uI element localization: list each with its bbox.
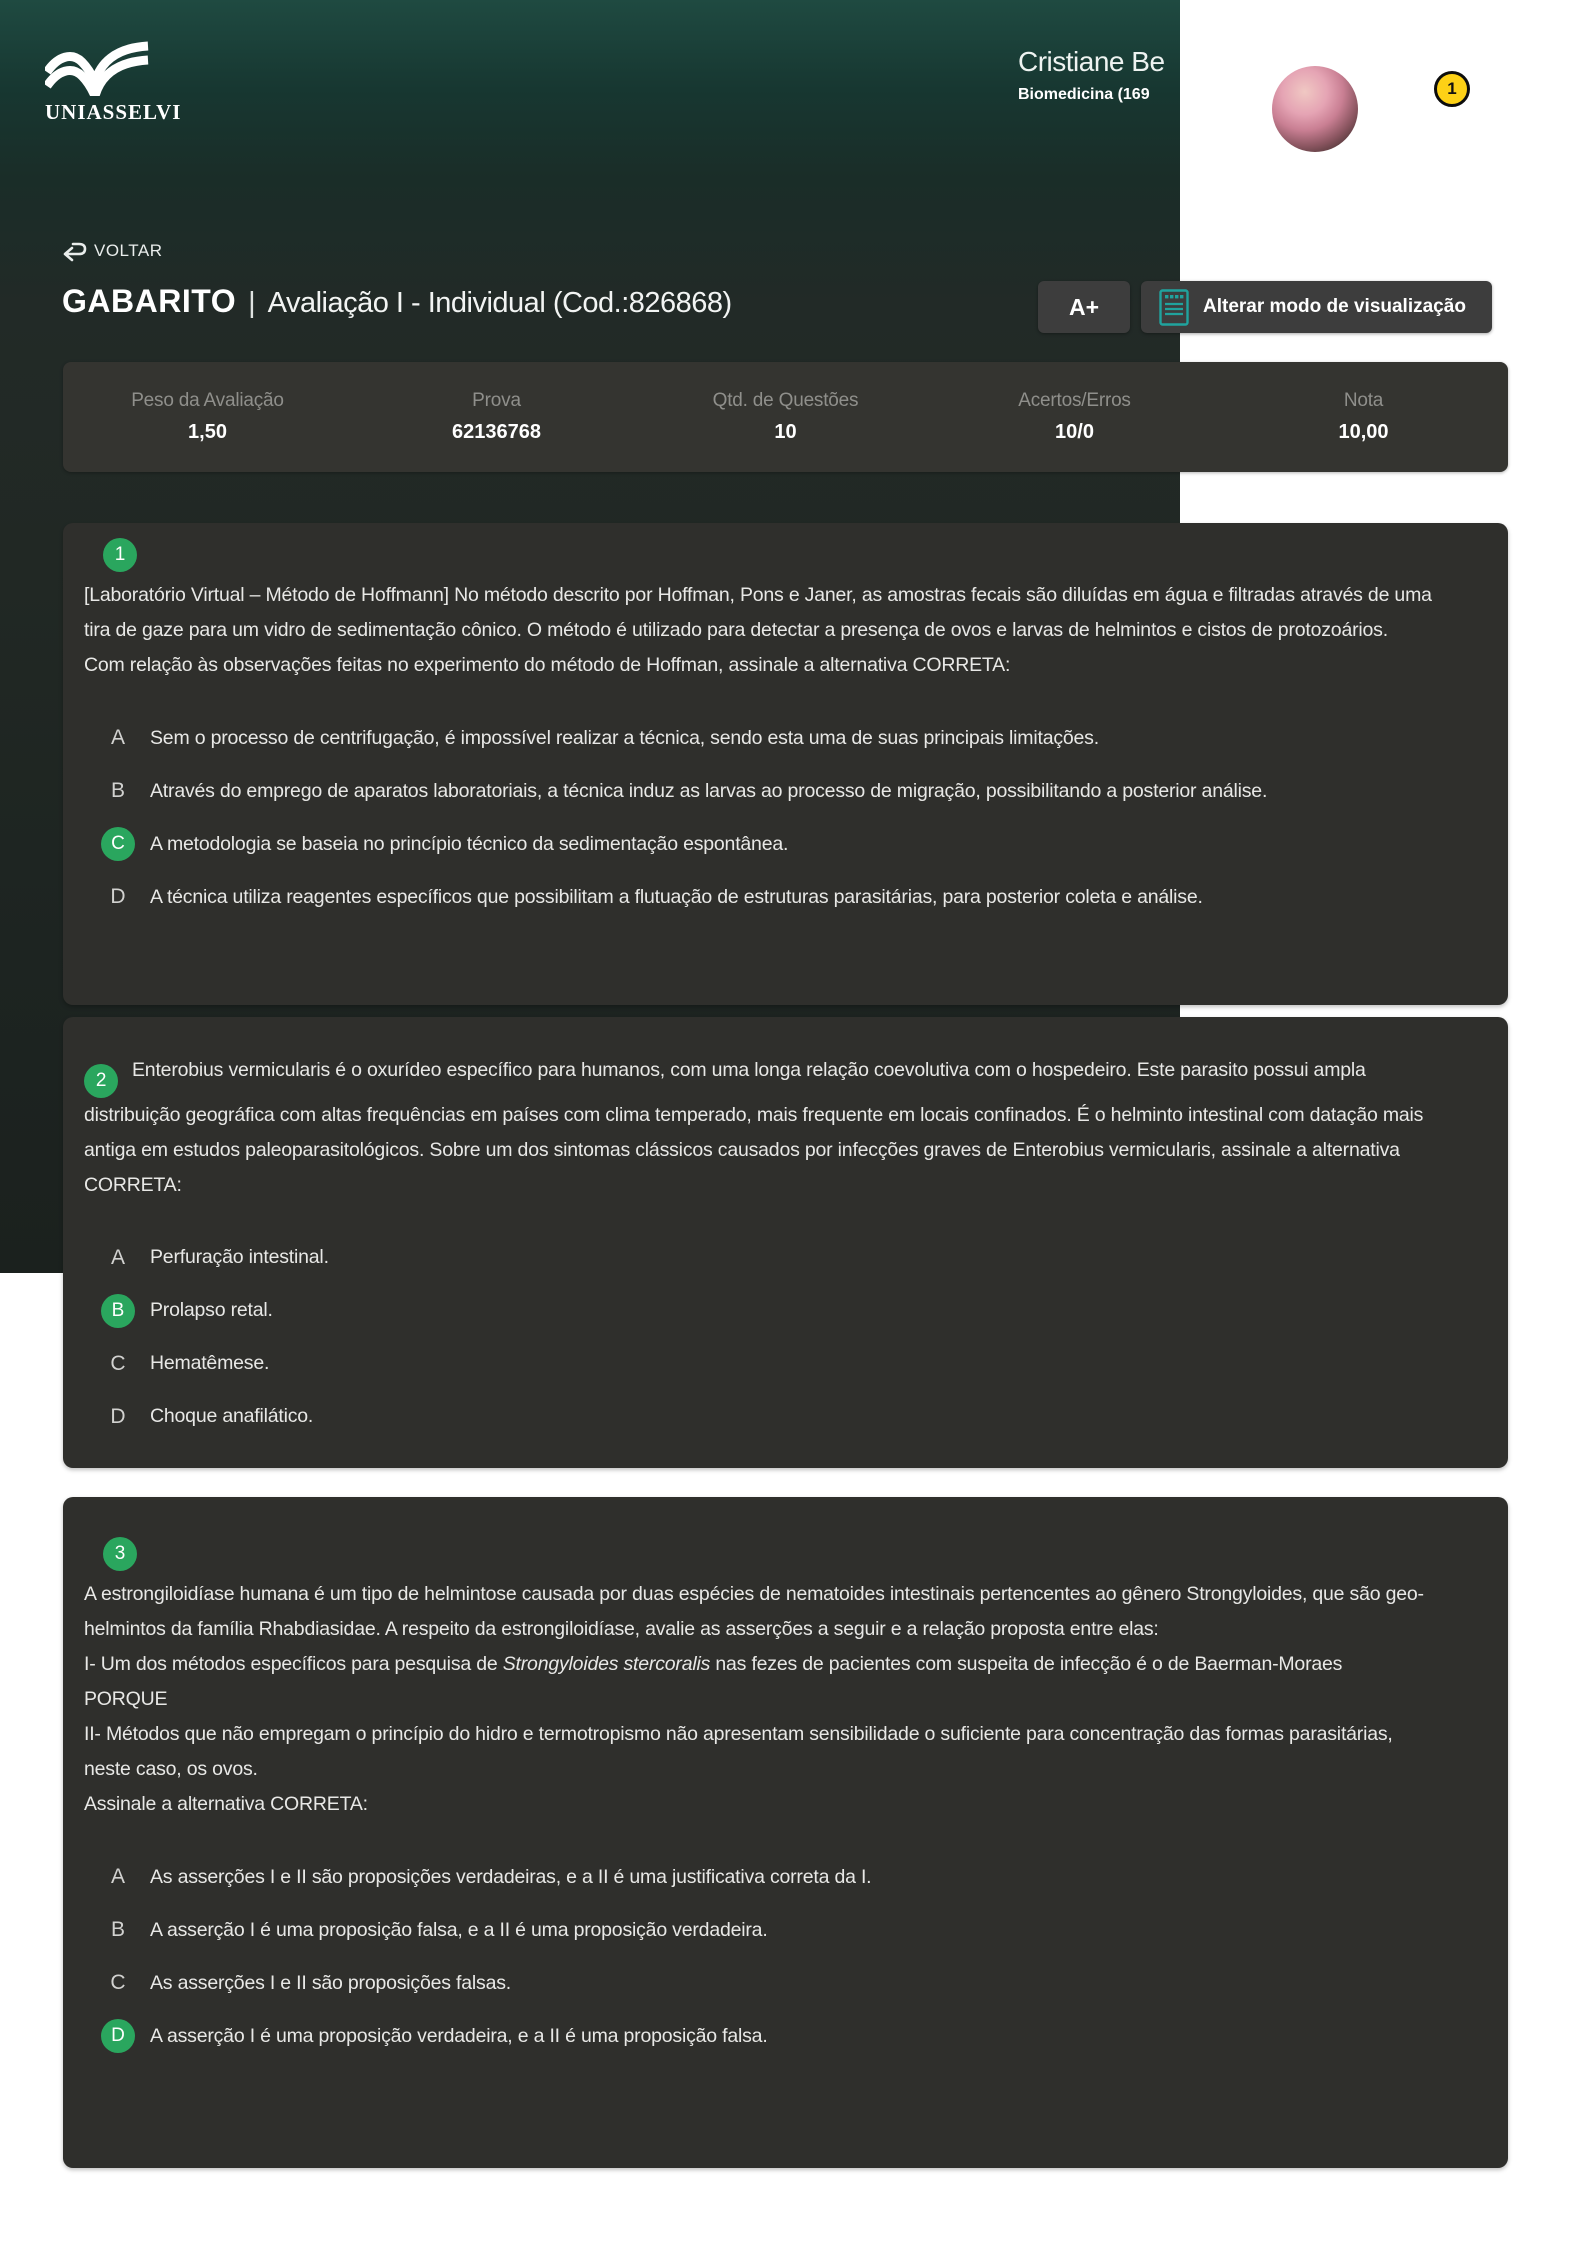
option-row[interactable] xyxy=(84,1241,1438,1275)
option-row[interactable] xyxy=(84,1294,1438,1328)
summary-item-nota xyxy=(1219,390,1508,444)
question-stem xyxy=(84,1787,1438,1822)
option-text: A metodologia se baseia no princípio técnico da sedimentação espontânea. xyxy=(150,832,789,855)
option-row[interactable] xyxy=(84,880,1438,914)
summary-value: 10/0 xyxy=(1055,421,1094,443)
summary-item-prova xyxy=(352,390,641,444)
option-text: As asserções I e II são proposições falsas. xyxy=(150,1971,511,1994)
option-text: A técnica utiliza reagentes específicos que possibilitam a flutuação de estruturas parasitárias, para posterior coleta e análise. xyxy=(150,885,1203,908)
option-text: A asserção I é uma proposição verdadeira, e a II é uma proposição falsa. xyxy=(150,2024,768,2047)
option-letter: A xyxy=(110,1245,125,1269)
avatar[interactable] xyxy=(1272,66,1358,152)
option-letter: D xyxy=(110,1404,126,1428)
user-course: Biomedicina (169 xyxy=(1018,86,1150,103)
font-size-button[interactable] xyxy=(1038,281,1130,333)
back-label: VOLTAR xyxy=(94,241,163,260)
summary-bar xyxy=(63,362,1508,472)
question-stem xyxy=(84,1053,1438,1203)
stem-text: A estrongiloidíase humana é um tipo de helmintose causada por duas espécies de nematoides intestinais pertencentes ao gênero Strongyloides, que são geo-helmintos da família Rhabdiasidae. A respeito da estrongiloidíase, avalie as asserções a seguir e a relação proposta entre elas: xyxy=(84,1583,1424,1640)
question-card-2 xyxy=(63,1017,1508,1468)
question-stem xyxy=(84,1682,1438,1717)
logo-text: UNIASSELVI xyxy=(45,100,182,124)
font-size-label: A+ xyxy=(1068,293,1100,320)
correct-answer-badge: B xyxy=(101,1294,135,1328)
question-stem xyxy=(84,1647,1438,1682)
stem-text: Enterobius vermicularis é o oxurídeo específico para humanos, com uma longa relação coevolutiva com o hospedeiro. Este parasito possui ampla distribuição geográfica com altas frequências em países com clima temperado, mais frequente em locais confinados. É o helminto intestinal com datação mais antiga em estudos paleoparasitológicos. Sobre um dos sintomas clássicos causados por infecções graves de Enterobius vermicularis, assinale a alternativa CORRETA: xyxy=(84,1059,1424,1196)
summary-label: Qtd. de Questões xyxy=(712,390,859,411)
option-letter: D xyxy=(110,885,126,908)
stem-text: Com relação às observações feitas no experimento do método de Hoffman, assinale a alternativa CORRETA: xyxy=(84,654,1011,676)
document-list-icon xyxy=(1159,289,1189,326)
stem-text: Assinale a alternativa CORRETA: xyxy=(84,1793,368,1815)
option-text: Perfuração intestinal. xyxy=(150,1246,329,1268)
option-row[interactable] xyxy=(84,1347,1438,1381)
options-list xyxy=(84,1860,1438,2053)
view-mode-button[interactable] xyxy=(1141,281,1492,333)
summary-item-peso xyxy=(63,390,352,444)
stem-text: II- Métodos que não empregam o princípio do hidro e termotropismo não apresentam sensibilidade o suficiente para concentração das formas parasitárias, neste caso, os ovos. xyxy=(84,1723,1393,1780)
question-card-1 xyxy=(63,523,1508,1005)
option-text: As asserções I e II são proposições verdadeiras, e a II é uma justificativa correta da I. xyxy=(150,1865,872,1888)
uniasselvi-logo xyxy=(45,40,195,125)
option-letter: A xyxy=(110,726,125,749)
summary-item-acertos xyxy=(930,390,1219,444)
question-stem xyxy=(84,1577,1438,1647)
user-info xyxy=(1018,46,1180,104)
page-title-rest: Avaliação I - Individual (Cod.:826868) xyxy=(267,287,732,319)
option-row[interactable] xyxy=(84,1966,1438,2000)
summary-label: Acertos/Erros xyxy=(1018,390,1131,411)
summary-value: 1,50 xyxy=(188,421,227,443)
stem-text: PORQUE xyxy=(84,1688,168,1710)
correct-answer-badge: C xyxy=(101,827,135,861)
option-letter: B xyxy=(110,1918,125,1941)
stem-italic-text: Strongyloides stercoralis xyxy=(502,1653,711,1675)
summary-label: Nota xyxy=(1343,390,1384,411)
options-list xyxy=(84,721,1438,914)
summary-value: 10 xyxy=(774,421,797,443)
summary-item-questoes xyxy=(641,390,930,444)
option-text: Sem o processo de centrifugação, é impossível realizar a técnica, sendo esta uma de suas principais limitações. xyxy=(150,726,1099,749)
option-row[interactable] xyxy=(84,774,1438,808)
option-row[interactable] xyxy=(84,2019,1438,2053)
summary-label: Prova xyxy=(472,390,521,411)
correct-answer-badge: D xyxy=(101,2019,135,2053)
question-stem xyxy=(84,648,1438,683)
notification-badge[interactable] xyxy=(1434,71,1470,107)
page-title-separator: | xyxy=(248,287,256,319)
page-title-bold: GABARITO xyxy=(62,283,237,319)
stem-text: [Laboratório Virtual – Método de Hoffmann] No método descrito por Hoffman, Pons e Janer, as amostras fecais são diluídas em água e filtradas através de uma tira de gaze para um vidro de sedimentação cônico. O método é utilizado para detectar a presença de ovos e larvas de helmintos e cistos de protozoários. xyxy=(84,584,1432,641)
page-title xyxy=(62,283,732,320)
summary-label: Peso da Avaliação xyxy=(131,390,284,411)
question-number-badge: 2 xyxy=(84,1064,118,1098)
back-link[interactable] xyxy=(62,240,163,262)
option-row[interactable] xyxy=(84,1400,1438,1434)
option-letter: C xyxy=(110,1971,126,1994)
option-text: A asserção I é uma proposição falsa, e a II é uma proposição verdadeira. xyxy=(150,1918,768,1941)
options-list xyxy=(84,1241,1438,1434)
option-text: Hematêmese. xyxy=(150,1352,270,1374)
stem-text: nas fezes de pacientes com suspeita de infecção é o de Baerman-Moraes xyxy=(710,1653,1343,1675)
return-arrow-icon xyxy=(62,240,88,262)
user-name: Cristiane Be xyxy=(1018,46,1165,77)
option-text: Através do emprego de aparatos laboratoriais, a técnica induz as larvas ao processo de migração, possibilitando a posterior análise. xyxy=(150,779,1268,802)
option-letter: B xyxy=(110,779,125,802)
question-number-badge: 1 xyxy=(103,538,137,572)
question-stem xyxy=(84,578,1438,648)
view-mode-label: Alterar modo de visualização xyxy=(1203,296,1466,317)
notification-count: 1 xyxy=(1447,79,1457,98)
stem-text: I- Um dos métodos específicos para pesquisa de xyxy=(84,1653,503,1675)
question-card-3 xyxy=(63,1497,1508,2168)
option-row[interactable] xyxy=(84,1860,1438,1894)
summary-value: 62136768 xyxy=(452,421,541,443)
option-row[interactable] xyxy=(84,827,1438,861)
option-row[interactable] xyxy=(84,1913,1438,1947)
logo-bird-icon xyxy=(45,40,149,96)
question-number-badge: 3 xyxy=(103,1537,137,1571)
option-letter: A xyxy=(110,1865,125,1888)
question-stem xyxy=(84,1717,1438,1787)
option-row[interactable] xyxy=(84,721,1438,755)
option-text: Prolapso retal. xyxy=(150,1299,273,1321)
option-text: Choque anafilático. xyxy=(150,1405,314,1427)
option-letter: C xyxy=(110,1351,126,1375)
summary-value: 10,00 xyxy=(1338,421,1389,443)
